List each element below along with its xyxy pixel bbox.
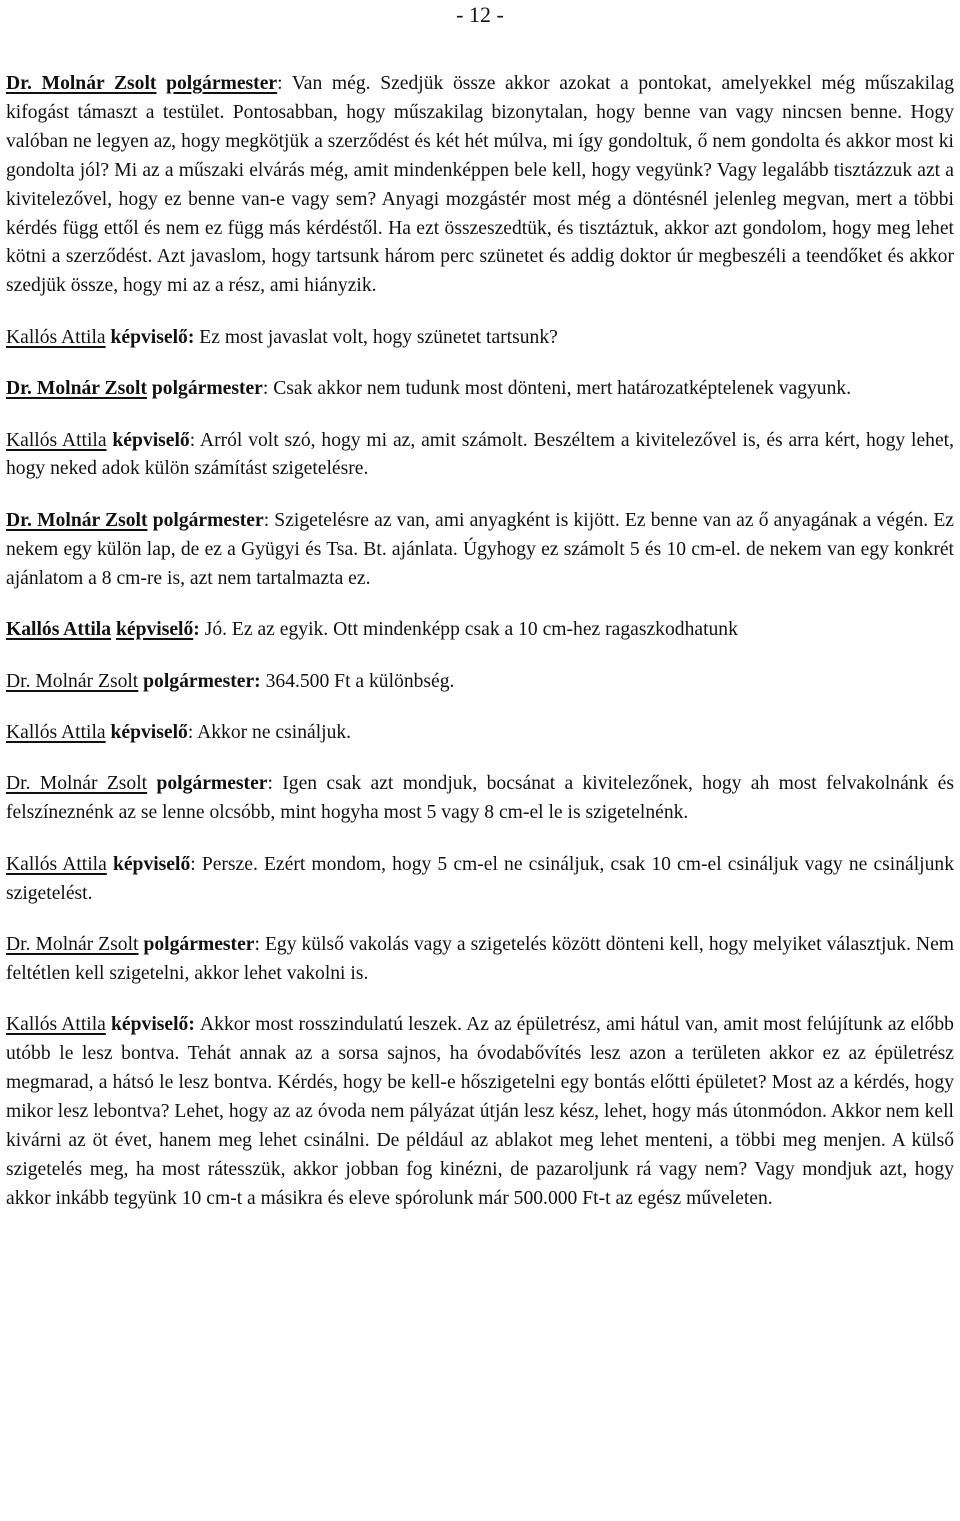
speaker-name: Dr. Molnár Zsolt bbox=[6, 773, 148, 795]
speaker-name: Dr. Molnár Zsolt bbox=[6, 73, 157, 94]
speaker-name: Kallós Attila bbox=[6, 429, 107, 451]
speaker-title: képviselő bbox=[111, 1014, 189, 1036]
speaker-title: képviselő bbox=[115, 619, 194, 641]
speaker-name: Dr. Molnár Zsolt bbox=[6, 509, 148, 531]
speech-paragraph: Kallós Attila képviselő: Persze. Ezért mondom, hogy 5 cm-el ne csináljuk, csak 10 cm-el csináljuk vagy ne csináljunk szigetelést. bbox=[6, 853, 954, 904]
speaker-title: képviselő bbox=[112, 853, 191, 875]
speech-paragraph: Kallós Attila képviselő: Jó. Ez az egyik. Ott mindenképp csak a 10 cm-hez ragaszkodhatunk bbox=[6, 619, 738, 641]
speech-paragraph: Kallós Attila képviselő: Akkor ne csináljuk. bbox=[6, 721, 352, 743]
speech-paragraph: Dr. Molnár Zsolt polgármester: Igen csak azt mondjuk, bocsánat a kivitelezőnek, hogy ah most felvakolnánk és felszíneznénk az se lenne olcsóbb, mint hogyha most 5 vagy 8 cm-el le is szigetelnénk. bbox=[6, 773, 955, 824]
speech-text: Egy külső vakolás vagy a szigetelés között dönteni kell, hogy melyiket választjuk. Nem feltétlen kell szigetelni, akkor lehet vakolni is. bbox=[6, 933, 955, 984]
speech-text: Csak akkor nem tudunk most dönteni, mert határozatképtelenek vagyunk. bbox=[273, 378, 852, 400]
speech-text: Van még. Szedjük össze akkor azokat a pontokat, amelyekkel még műszakilag kifogást támaszt a testület. Pontosabban, hogy műszakilag bizonytalan, hogy benne van vagy nincsen benne. Hogy valóban ne legyen az, hogy megkötjük a szerződést és két hét múlva, mi így gondoltuk, ő nem gondolta és akkor most ki gondolta jól? Mi az a műszaki elvárás még, amit mindenképpen bele kell, hogy vegyünk? Vagy legalább tisztázzuk azt a kivitelezővel, hogy ez benne van-e vagy sem? Anyagi mozgástér most még a döntésnél jelenleg megvan, mert a többi kérdés függ ettől és nem ez függ más kérdéstől. Ha ezt összeszedtük, és tisztáztuk, akkor azt gondolom, hogy meg lehet kötni a szerződést. Azt javaslom, hogy tartsunk három perc szünetet és addig doktor úr megbeszéli a teendőket és akkor szedjük össze, hogy mi az a rész, ami hiányzik. bbox=[6, 73, 954, 297]
speech-paragraph: Dr. Molnár Zsolt polgármester: Szigetelésre az van, ami anyagként is kijött. Ez benne van az ő anyagának a végén. Ez nekem egy külön lap, de ez a Gyügyi és Tsa. Bt. ajánlata. Úgyhogy ez számolt 5 és 10 cm-el. de nekem van egy konkrét ajánlatom a 8 cm-re is, azt nem tartalmazta ez. bbox=[6, 509, 954, 589]
speech-text: Arról volt szó, hogy mi az, amit számolt. Beszéltem a kivitelezővel is, és arra kért, hogy lehet, hogy neked adok külön számítást szigetelésre. bbox=[6, 429, 954, 480]
speaker-name: Kallós Attila bbox=[6, 619, 112, 641]
speech-paragraph: Dr. Molnár Zsolt polgármester: Egy külső vakolás vagy a szigetelés között dönteni kell, hogy melyiket választjuk. Nem feltétlen kell szigetelni, akkor lehet vakolni is. bbox=[6, 933, 955, 984]
speech-paragraph: Dr. Molnár Zsolt polgármester: Van még. Szedjük össze akkor azokat a pontokat, amelyekkel még műszakilag kifogást támaszt a testület. Pontosabban, hogy műszakilag bizonytalan, hogy benne van vagy nincsen benne. Hogy valóban ne legyen az, hogy megkötjük a szerződést és két hét múlva, mi így gondoltuk, ő nem gondolta és akkor most ki gondolta jól? Mi az a műszaki elvárás még, amit mindenképpen bele kell, hogy vegyünk? Vagy legalább tisztázzuk azt a kivitelezővel, hogy ez benne van-e vagy sem? Anyagi mozgástér most még a döntésnél jelenleg megvan, mert a többi kérdés függ ettől és nem ez függ más kérdéstől. Ha ezt összeszedtük, és tisztáztuk, akkor azt gondolom, hogy meg lehet kötni a szerződést. Azt javaslom, hogy tartsunk három perc szünetet és addig doktor úr megbeszéli a teendőket és akkor szedjük össze, hogy mi az a rész, ami hiányzik. bbox=[6, 73, 954, 297]
speaker-title: képviselő bbox=[110, 721, 188, 743]
speaker-name: Kallós Attila bbox=[6, 326, 106, 348]
speaker-title: polgármester bbox=[143, 933, 255, 955]
speaker-name: Dr. Molnár Zsolt bbox=[6, 933, 139, 955]
speech-text: Igen csak azt mondjuk, bocsánat a kivitelezőnek, hogy ah most felvakolnánk és felszíneznénk az se lenne olcsóbb, mint hogyha most 5 vagy 8 cm-el le is szigetelnénk. bbox=[6, 773, 955, 824]
speaker-name: Kallós Attila bbox=[6, 721, 106, 743]
speech-text: 364.500 Ft a különbség. bbox=[265, 670, 455, 692]
page-number: - 12 - bbox=[456, 2, 504, 27]
speech-text: Jó. Ez az egyik. Ott mindenképp csak a 10 cm-hez ragaszkodhatunk bbox=[204, 619, 738, 641]
speech-paragraph: Kallós Attila képviselő: Akkor most rosszindulatú leszek. Az az épületrész, ami hátul van, amit most felújítunk az előbb utóbb le lesz bontva. Tehát annak az a sorsa sajnos, ha óvodabővítés lesz azon a területen akkor ez az épületrész megmarad, a hátsó le lesz bontva. Kérdés, hogy be kell-e hőszigetelni egy bontás előtti épületet? Most az a kérdés, hogy mikor lesz lebontva? Lehet, hogy az az óvoda nem pályázat útján lesz kész, lehet, hogy más útonmódon. Akkor nem kell kivárni az öt évet, hanem meg lehet csinálni. De például az ablakot meg lehet menteni, a többi meg menjen. A külső szigetelés meg, ha most rátesszük, akkor jobban fog kinézni, de pazaroljunk rá vagy nem? Vagy mondjuk azt, hogy akkor inkább tegyünk 10 cm-t a másikra és eleve spórolunk már 500.000 Ft-t az egész műveleten. bbox=[6, 1014, 954, 1209]
speech-text: Akkor ne csináljuk. bbox=[197, 721, 352, 743]
speaker-title: polgármester bbox=[166, 73, 278, 94]
speech-text: Ez most javaslat volt, hogy szünetet tartsunk? bbox=[199, 326, 558, 348]
speech-paragraph: Kallós Attila képviselő: Ez most javaslat volt, hogy szünetet tartsunk? bbox=[6, 326, 558, 348]
minutes-body bbox=[6, 70, 954, 1236]
speech-text: Szigetelésre az van, ami anyagként is kijött. Ez benne van az ő anyagának a végén. Ez nekem egy külön lap, de ez a Gyügyi és Tsa. Bt. ajánlata. Úgyhogy ez számolt 5 és 10 cm-el. de nekem van egy konkrét ajánlatom a 8 cm-re is, azt nem tartalmazta ez. bbox=[6, 509, 954, 589]
speaker-title: polgármester bbox=[151, 378, 263, 400]
speech-text: Persze. Ezért mondom, hogy 5 cm-el ne csináljuk, csak 10 cm-el csináljuk vagy ne csináljunk szigetelést. bbox=[6, 853, 954, 904]
speech-paragraph: Kallós Attila képviselő: Arról volt szó, hogy mi az, amit számolt. Beszéltem a kivitelezővel is, és arra kért, hogy lehet, hogy neked adok külön számítást szigetelésre. bbox=[6, 429, 954, 480]
speaker-title: képviselő bbox=[110, 326, 188, 348]
speech-text: Akkor most rosszindulatú leszek. Az az épületrész, ami hátul van, amit most felújítunk az előbb utóbb le lesz bontva. Tehát annak az a sorsa sajnos, ha óvodabővítés lesz azon a területen akkor ez az épületrész megmarad, a hátsó le lesz bontva. Kérdés, hogy be kell-e hőszigetelni egy bontás előtti épületet? Most az a kérdés, hogy mikor lesz lebontva? Lehet, hogy az az óvoda nem pályázat útján lesz kész, lehet, hogy más útonmódon. Akkor nem kell kivárni az öt évet, hanem meg lehet csinálni. De például az ablakot meg lehet menteni, a többi meg menjen. A külső szigetelés meg, ha most rátesszük, akkor jobban fog kinézni, de pazaroljunk rá vagy nem? Vagy mondjuk azt, hogy akkor inkább tegyünk 10 cm-t a másikra és eleve spórolunk már 500.000 Ft-t az egész műveleten. bbox=[6, 1014, 954, 1209]
speaker-title: polgármester bbox=[152, 509, 264, 531]
speaker-name: Kallós Attila bbox=[6, 853, 107, 875]
speaker-title: polgármester bbox=[156, 773, 268, 795]
speaker-title: polgármester bbox=[143, 670, 255, 692]
speaker-name: Kallós Attila bbox=[6, 1014, 106, 1036]
speech-paragraph: Dr. Molnár Zsolt polgármester: Csak akkor nem tudunk most dönteni, mert határozatképtelenek vagyunk. bbox=[6, 378, 852, 400]
speaker-title: képviselő bbox=[112, 429, 190, 451]
speaker-name: Dr. Molnár Zsolt bbox=[6, 378, 147, 400]
speech-paragraph: Dr. Molnár Zsolt polgármester: 364.500 Ft a különbség. bbox=[6, 670, 455, 692]
speaker-name: Dr. Molnár Zsolt bbox=[6, 670, 139, 692]
